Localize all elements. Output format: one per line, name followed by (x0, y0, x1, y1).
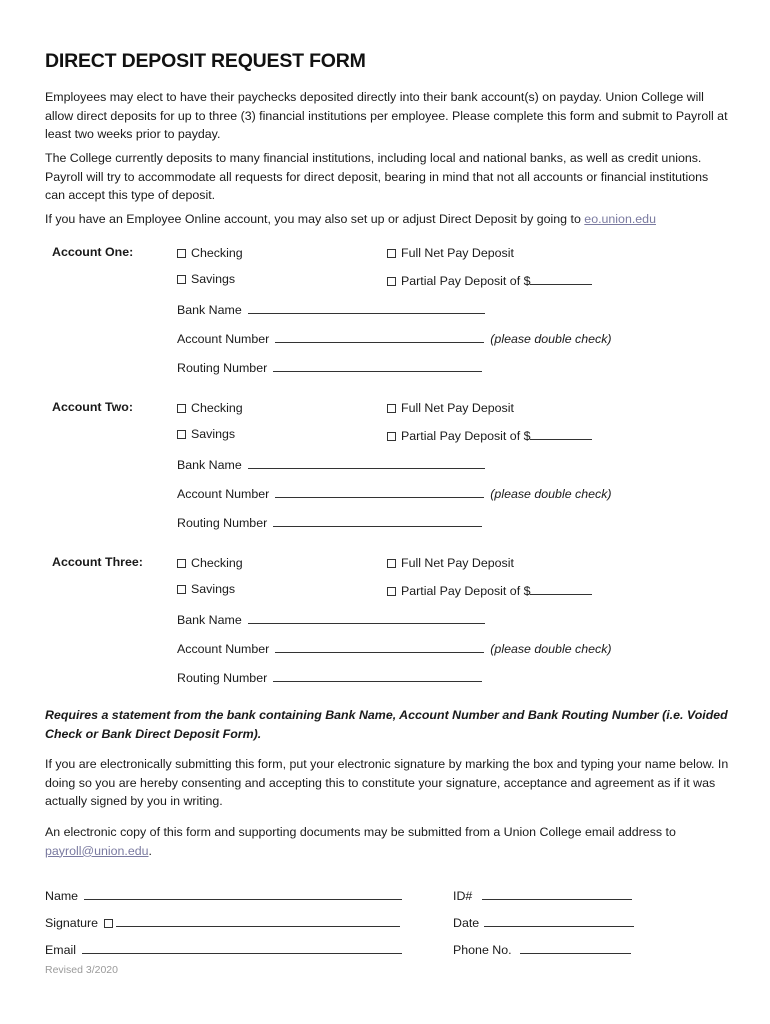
intro-paragraph-3-text: If you have an Employee Online account, you may also set up or adjust Direct Deposit by going to (45, 212, 585, 226)
routing-number-field[interactable] (273, 669, 482, 682)
checkbox-icon[interactable] (177, 249, 186, 258)
signature-checkbox-icon[interactable] (104, 919, 113, 928)
account-one-label: Account One: (52, 245, 134, 259)
account-one-checking[interactable]: Checking (177, 246, 243, 260)
account-one-savings[interactable]: Savings (177, 272, 235, 286)
checkbox-icon[interactable] (387, 404, 396, 413)
account-three-full-net[interactable]: Full Net Pay Deposit (387, 556, 514, 570)
checkbox-icon[interactable] (177, 404, 186, 413)
account-one-account-number: Account Number (please double check) (177, 332, 612, 346)
checkbox-icon[interactable] (387, 432, 396, 441)
account-three-checking[interactable]: Checking (177, 556, 243, 570)
signature-input-line[interactable] (116, 914, 400, 927)
partial-amount-field[interactable] (530, 427, 592, 440)
phone-field-row: Phone No. (453, 941, 631, 957)
email-submission-paragraph: An electronic copy of this form and supporting documents may be submitted from a Union College email address to payroll@union.edu. (45, 825, 676, 858)
account-two-savings[interactable]: Savings (177, 427, 235, 441)
bank-name-field[interactable] (248, 301, 485, 314)
account-two-bank-name: Bank Name (177, 456, 485, 472)
account-one-bank-name: Bank Name (177, 301, 485, 317)
form-title: DIRECT DEPOSIT REQUEST FORM (45, 50, 366, 72)
intro-paragraph-3 (45, 210, 730, 229)
checkbox-icon[interactable] (387, 277, 396, 286)
partial-amount-field[interactable] (530, 272, 592, 285)
account-three-savings[interactable]: Savings (177, 582, 235, 596)
account-number-field[interactable] (275, 330, 484, 343)
checkbox-icon[interactable] (177, 559, 186, 568)
account-two-checking[interactable]: Checking (177, 401, 243, 415)
checkbox-icon[interactable] (387, 559, 396, 568)
date-input-line[interactable] (484, 914, 634, 927)
esignature-paragraph: If you are electronically submitting this form, put your electronic signature by marking the box and typing your name below. In doing so you are hereby consenting and accepting this to constitute your signature, acceptance and agreement as if it was actually signed by you in writing. (45, 757, 729, 809)
date-field-row: Date (453, 914, 634, 930)
partial-amount-field[interactable] (530, 582, 592, 595)
account-two-full-net[interactable]: Full Net Pay Deposit (387, 401, 514, 415)
bank-name-field[interactable] (248, 611, 485, 624)
account-two-partial[interactable]: Partial Pay Deposit of $ (387, 427, 592, 443)
routing-number-field[interactable] (273, 359, 482, 372)
revision-date: Revised 3/2020 (45, 964, 118, 976)
account-one-full-net[interactable]: Full Net Pay Deposit (387, 246, 514, 260)
account-three-account-number: Account Number (please double check) (177, 642, 612, 656)
name-field-row: Name (45, 887, 402, 903)
account-two-routing-number: Routing Number (177, 514, 482, 530)
account-one-partial[interactable]: Partial Pay Deposit of $ (387, 272, 592, 288)
account-two-account-number: Account Number (please double check) (177, 487, 612, 501)
phone-input-line[interactable] (520, 941, 631, 954)
account-three-partial[interactable]: Partial Pay Deposit of $ (387, 582, 592, 598)
payroll-email-link[interactable]: payroll@union.edu (45, 843, 149, 858)
name-input-line[interactable] (84, 887, 402, 900)
checkbox-icon[interactable] (177, 585, 186, 594)
eo-union-link[interactable]: eo.union.edu (584, 212, 656, 226)
email-input-line[interactable] (82, 941, 402, 954)
account-three-bank-name: Bank Name (177, 611, 485, 627)
id-input-line[interactable] (482, 887, 632, 900)
bank-name-field[interactable] (248, 456, 485, 469)
account-number-field[interactable] (275, 485, 484, 498)
intro-paragraph-1: Employees may elect to have their paychecks deposited directly into their bank account(s) on payday. Union College will allow direct deposits for up to three (3) financial institutions per employee. Please complete this form and submit to Payroll at least two weeks prior to payday. (45, 90, 728, 142)
requirement-note: Requires a statement from the bank containing Bank Name, Account Number and Bank Routing Number (i.e. Voided Check or Bank Direct Deposit Form). (45, 708, 728, 741)
intro-paragraph-2: The College currently deposits to many financial institutions, including local and national banks, as well as credit unions. Payroll will try to accommodate all requests for direct deposit, bearing in mind that not all accounts or financial institutions can accept this type of deposit. (45, 151, 709, 203)
checkbox-icon[interactable] (387, 249, 396, 258)
account-one-routing-number: Routing Number (177, 359, 482, 375)
checkbox-icon[interactable] (177, 275, 186, 284)
signature-field-row: Signature (45, 914, 400, 930)
account-two-label: Account Two: (52, 400, 133, 414)
account-number-field[interactable] (275, 640, 484, 653)
routing-number-field[interactable] (273, 514, 482, 527)
checkbox-icon[interactable] (387, 587, 396, 596)
email-field-row: Email (45, 941, 402, 957)
account-three-routing-number: Routing Number (177, 669, 482, 685)
account-three-label: Account Three: (52, 555, 143, 569)
checkbox-icon[interactable] (177, 430, 186, 439)
id-field-row: ID# (453, 887, 632, 903)
